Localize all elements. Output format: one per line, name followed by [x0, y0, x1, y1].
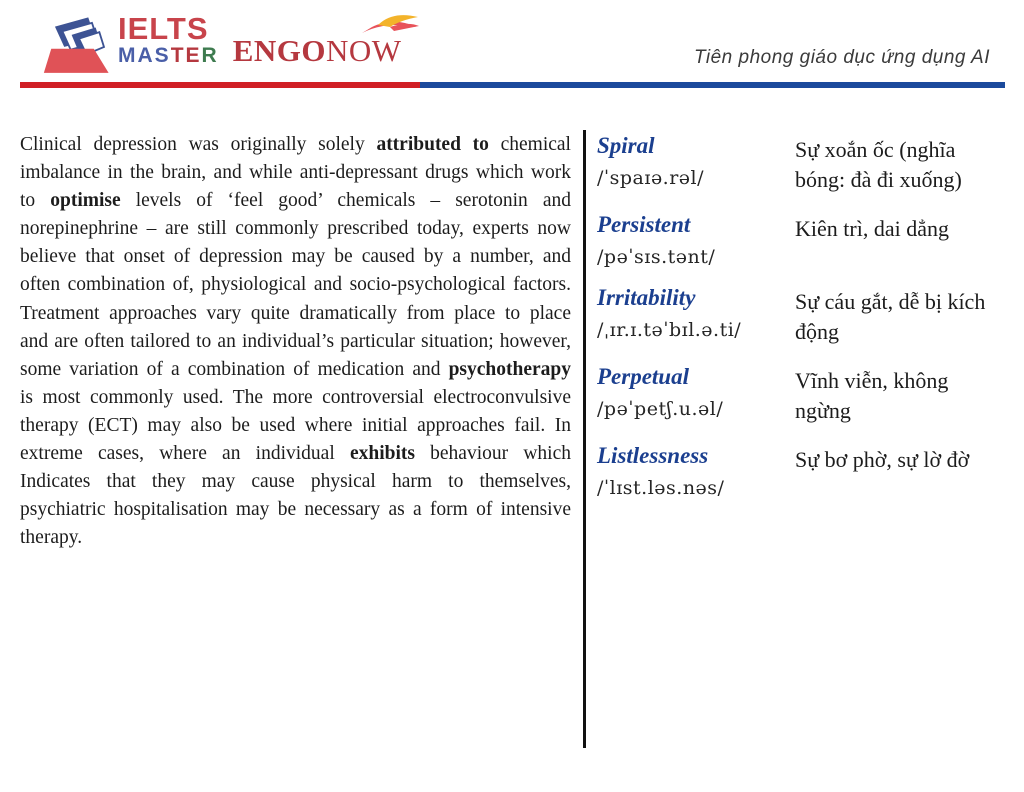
vocab-word: Perpetual — [597, 364, 689, 389]
vocab-meaning: Vĩnh viễn, không ngừng — [795, 368, 949, 423]
column-divider — [583, 130, 586, 748]
vocab-ipa: /pəˈsɪs.tənt/ — [597, 246, 716, 268]
bird-swoosh-icon — [360, 11, 420, 41]
master-text — [118, 45, 219, 66]
paragraph-text: Clinical depression was originally solely — [20, 134, 377, 155]
vocab-word: Persistent — [597, 212, 691, 237]
vocab-word: Spiral — [597, 133, 655, 158]
vocab-entry — [597, 364, 1007, 426]
header-rule-red — [20, 82, 420, 88]
vocab-meaning: Sự xoắn ốc (nghĩa bóng: đà đi xuống) — [795, 137, 962, 192]
vocab-ipa: /pəˈpetʃ.u.əl/ — [597, 398, 724, 420]
vocab-meaning: Kiên trì, dai dẳng — [795, 216, 949, 241]
brand-logo — [42, 13, 402, 77]
master-letter: E — [185, 44, 202, 67]
vocab-entry — [597, 443, 1007, 499]
vocab-word-block — [597, 364, 795, 426]
book-logo-icon — [42, 15, 116, 77]
paragraph-text: levels of ‘feel good’ chemicals – serotonin and norepinephrine – are still commonly prescribed today, experts now believe that onset of depression may be caused by a number, and often combination of, physiological and socio-psychological factors. Treatment approaches vary quite dramatically from place to place and are often tailored to an individual’s particular situation; however, some variation of a combination of medication and — [20, 190, 572, 380]
now-text: NOW — [326, 33, 402, 68]
tagline: Tiên phong giáo dục ứng dụng AI — [693, 47, 990, 68]
master-letter: T — [170, 44, 186, 67]
paragraph-text: behaviour which Indicates that they may cause physical harm to themselves, psychiatric hospitalisation may be necessary as a form of intensive therapy. — [20, 443, 571, 549]
vocab-word-block — [597, 212, 795, 268]
engo-text: ENGO — [232, 33, 326, 68]
vocab-ipa: /ˈlɪst.ləs.nəs/ — [597, 477, 725, 499]
master-letter: M — [118, 44, 138, 67]
keyword-bold: exhibits — [349, 443, 415, 465]
keyword-bold: psychotherapy — [448, 358, 571, 380]
vocab-word: Listlessness — [597, 443, 709, 468]
master-letter: A — [137, 44, 155, 67]
ielts-master-wordmark — [118, 13, 219, 66]
header-rule-blue — [420, 82, 1005, 88]
vocab-entry — [597, 133, 1007, 195]
vocab-word: Irritability — [597, 285, 696, 310]
paragraph-text: chemical imbalance in the brain, and while anti-depressant drugs which work to — [20, 134, 571, 212]
paragraph-text: is most commonly used. The more controversial electroconvulsive therapy (ECT) may also be used where initial approaches fail. In extreme cases, where an individual — [20, 386, 571, 465]
reading-paragraph — [20, 131, 571, 552]
engonow-wordmark — [233, 33, 402, 69]
vocab-ipa: /ˌɪr.ɪ.təˈbɪl.ə.ti/ — [597, 319, 742, 341]
vocab-entry — [597, 285, 1007, 347]
header — [0, 0, 1024, 90]
keyword-bold: attributed to — [376, 134, 489, 155]
vocab-word-block — [597, 285, 795, 347]
ielts-text: IELTS — [118, 11, 209, 46]
vocab-word-block — [597, 443, 795, 499]
header-rule — [20, 82, 1005, 88]
vocab-ipa: /ˈspaɪə.rəl/ — [597, 167, 705, 189]
vocab-entry — [597, 212, 1007, 268]
keyword-bold: optimise — [50, 190, 121, 212]
master-letter: R — [201, 44, 219, 67]
master-letter: S — [154, 44, 171, 67]
vocab-meaning: Sự bơ phờ, sự lờ đờ — [795, 447, 970, 472]
vocab-list — [597, 133, 1007, 516]
vocab-word-block — [597, 133, 795, 195]
vocab-meaning: Sự cáu gắt, dễ bị kích động — [795, 289, 986, 344]
